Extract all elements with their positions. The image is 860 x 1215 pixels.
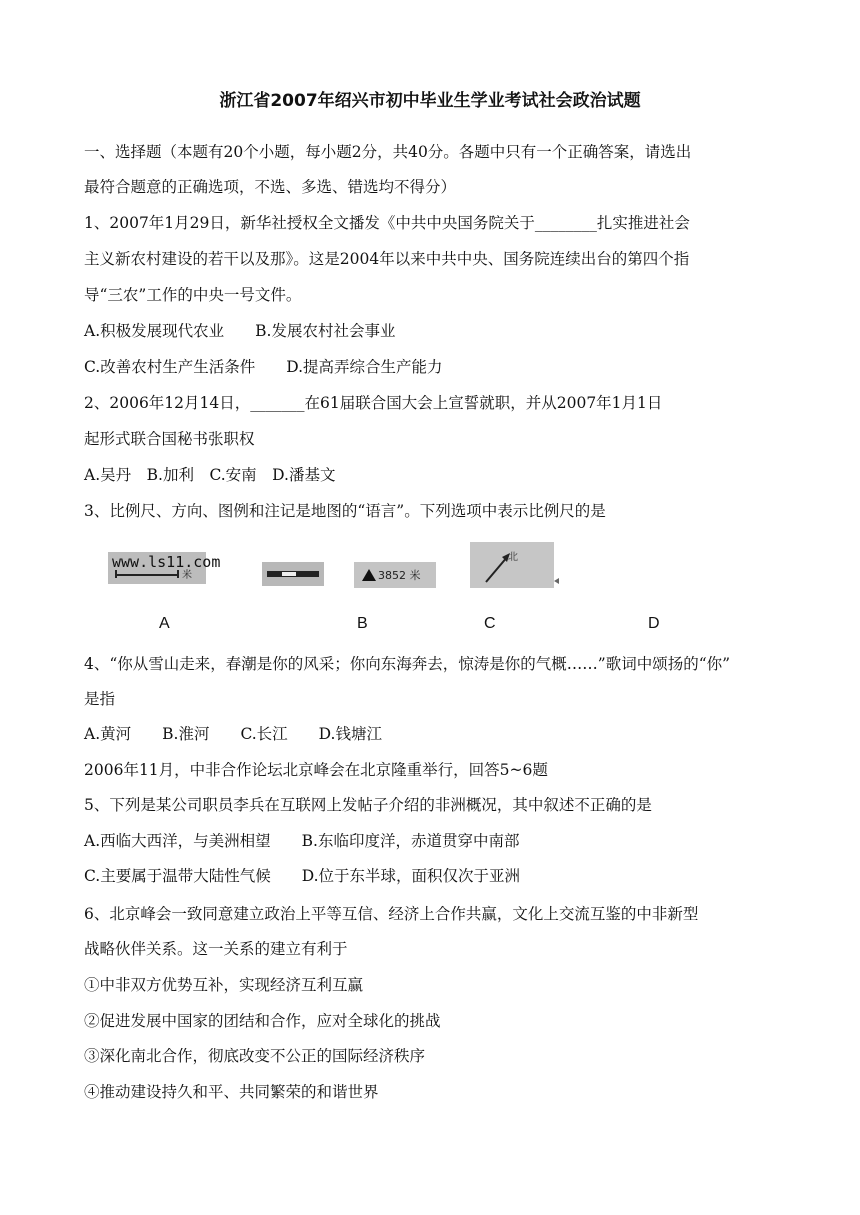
section-instruction-line: 最符合题意的正确选项，不选、多选、错选均不得分） <box>84 178 457 196</box>
figure-label-b: B <box>357 615 368 632</box>
statement-line: ④推动建设持久和平、共同繁荣的和谐世界 <box>84 1083 379 1101</box>
option-line: C.主要属于温带大陆性气候 D.位于东半球，面积仅次于亚洲 <box>84 867 521 885</box>
figure-c-elevation <box>354 562 436 588</box>
question-line: 1、2007年1月29日，新华社授权全文播发《中共中央国务院关于________扎实推进社会 <box>84 214 690 232</box>
question-line: 4、“你从雪山走来，春潮是你的风采；你向东海奔去，惊涛是你的气概……”歌词中颂扬的“你” <box>84 655 731 673</box>
statement-line: ②促进发展中国家的团结和合作，应对全球化的挑战 <box>84 1012 441 1030</box>
figure-label-d: D <box>648 615 660 632</box>
question-line: 2、2006年12月14日，_______在61届联合国大会上宣誓就职，并从2007年1月1日 <box>84 394 663 412</box>
question-line: 6、北京峰会一致同意建立政治上平等互信、经济上合作共赢，文化上交流互鉴的中非新型 <box>84 905 699 923</box>
svg-text:米: 米 <box>182 570 192 581</box>
option-line: A.黄河 B.淮河 C.长江 D.钱塘江 <box>84 725 382 743</box>
figure-b-bar <box>262 562 324 586</box>
section-instruction-line: 一、选择题（本题有20个小题，每小题2分，共40分。各题中只有一个正确答案，请选出 <box>84 143 692 161</box>
question-line: 是指 <box>84 690 116 708</box>
question-line: 战略伙伴关系。这一关系的建立有利于 <box>84 940 348 958</box>
question-line: 主义新农村建设的若干以及那》。这是2004年以来中共中央、国务院连续出台的第四个指 <box>84 250 690 268</box>
figure-label-c: C <box>484 615 496 632</box>
option-line: A.积极发展现代农业 B.发展农村社会事业 <box>84 322 396 340</box>
option-line: C.改善农村生产生活条件 D.提高弄综合生产能力 <box>84 358 443 376</box>
arrow-mark-icon <box>554 578 559 584</box>
page-title: 浙江省2007年绍兴市初中毕业生学业考试社会政治试题 <box>219 91 641 111</box>
question-line: 5、下列是某公司职员李兵在互联网上发帖子介绍的非洲概况，其中叙述不正确的是 <box>84 796 652 814</box>
option-line: A.西临大西洋，与美洲相望 B.东临印度洋，赤道贯穿中南部 <box>84 832 520 850</box>
elevation-label: 3852 米 <box>378 569 421 582</box>
segmented-bar-icon <box>262 562 324 586</box>
question-line: 起形式联合国秘书张职权 <box>84 430 255 448</box>
figure-label-a: A <box>159 615 170 632</box>
watermark-text: www.ls11.com <box>112 553 221 571</box>
statement-line: ③深化南北合作，彻底改变不公正的国际经济秩序 <box>84 1047 426 1065</box>
mountain-triangle-icon <box>360 562 378 588</box>
question-line: 导“三农”工作的中央一号文件。 <box>84 286 302 304</box>
map-figures <box>0 540 860 600</box>
question-line: 3、比例尺、方向、图例和注记是地图的“语言”。下列选项中表示比例尺的是 <box>84 502 606 520</box>
figure-d-north-arrow <box>470 542 554 588</box>
section-intro-line: 2006年11月，中非合作论坛北京峰会在北京隆重举行，回答5~6题 <box>84 761 548 779</box>
north-label: 北 <box>508 552 518 563</box>
option-line: A.吴丹 B.加利 C.安南 D.潘基文 <box>84 466 336 484</box>
statement-line: ①中非双方优势互补，实现经济互利互赢 <box>84 976 364 994</box>
